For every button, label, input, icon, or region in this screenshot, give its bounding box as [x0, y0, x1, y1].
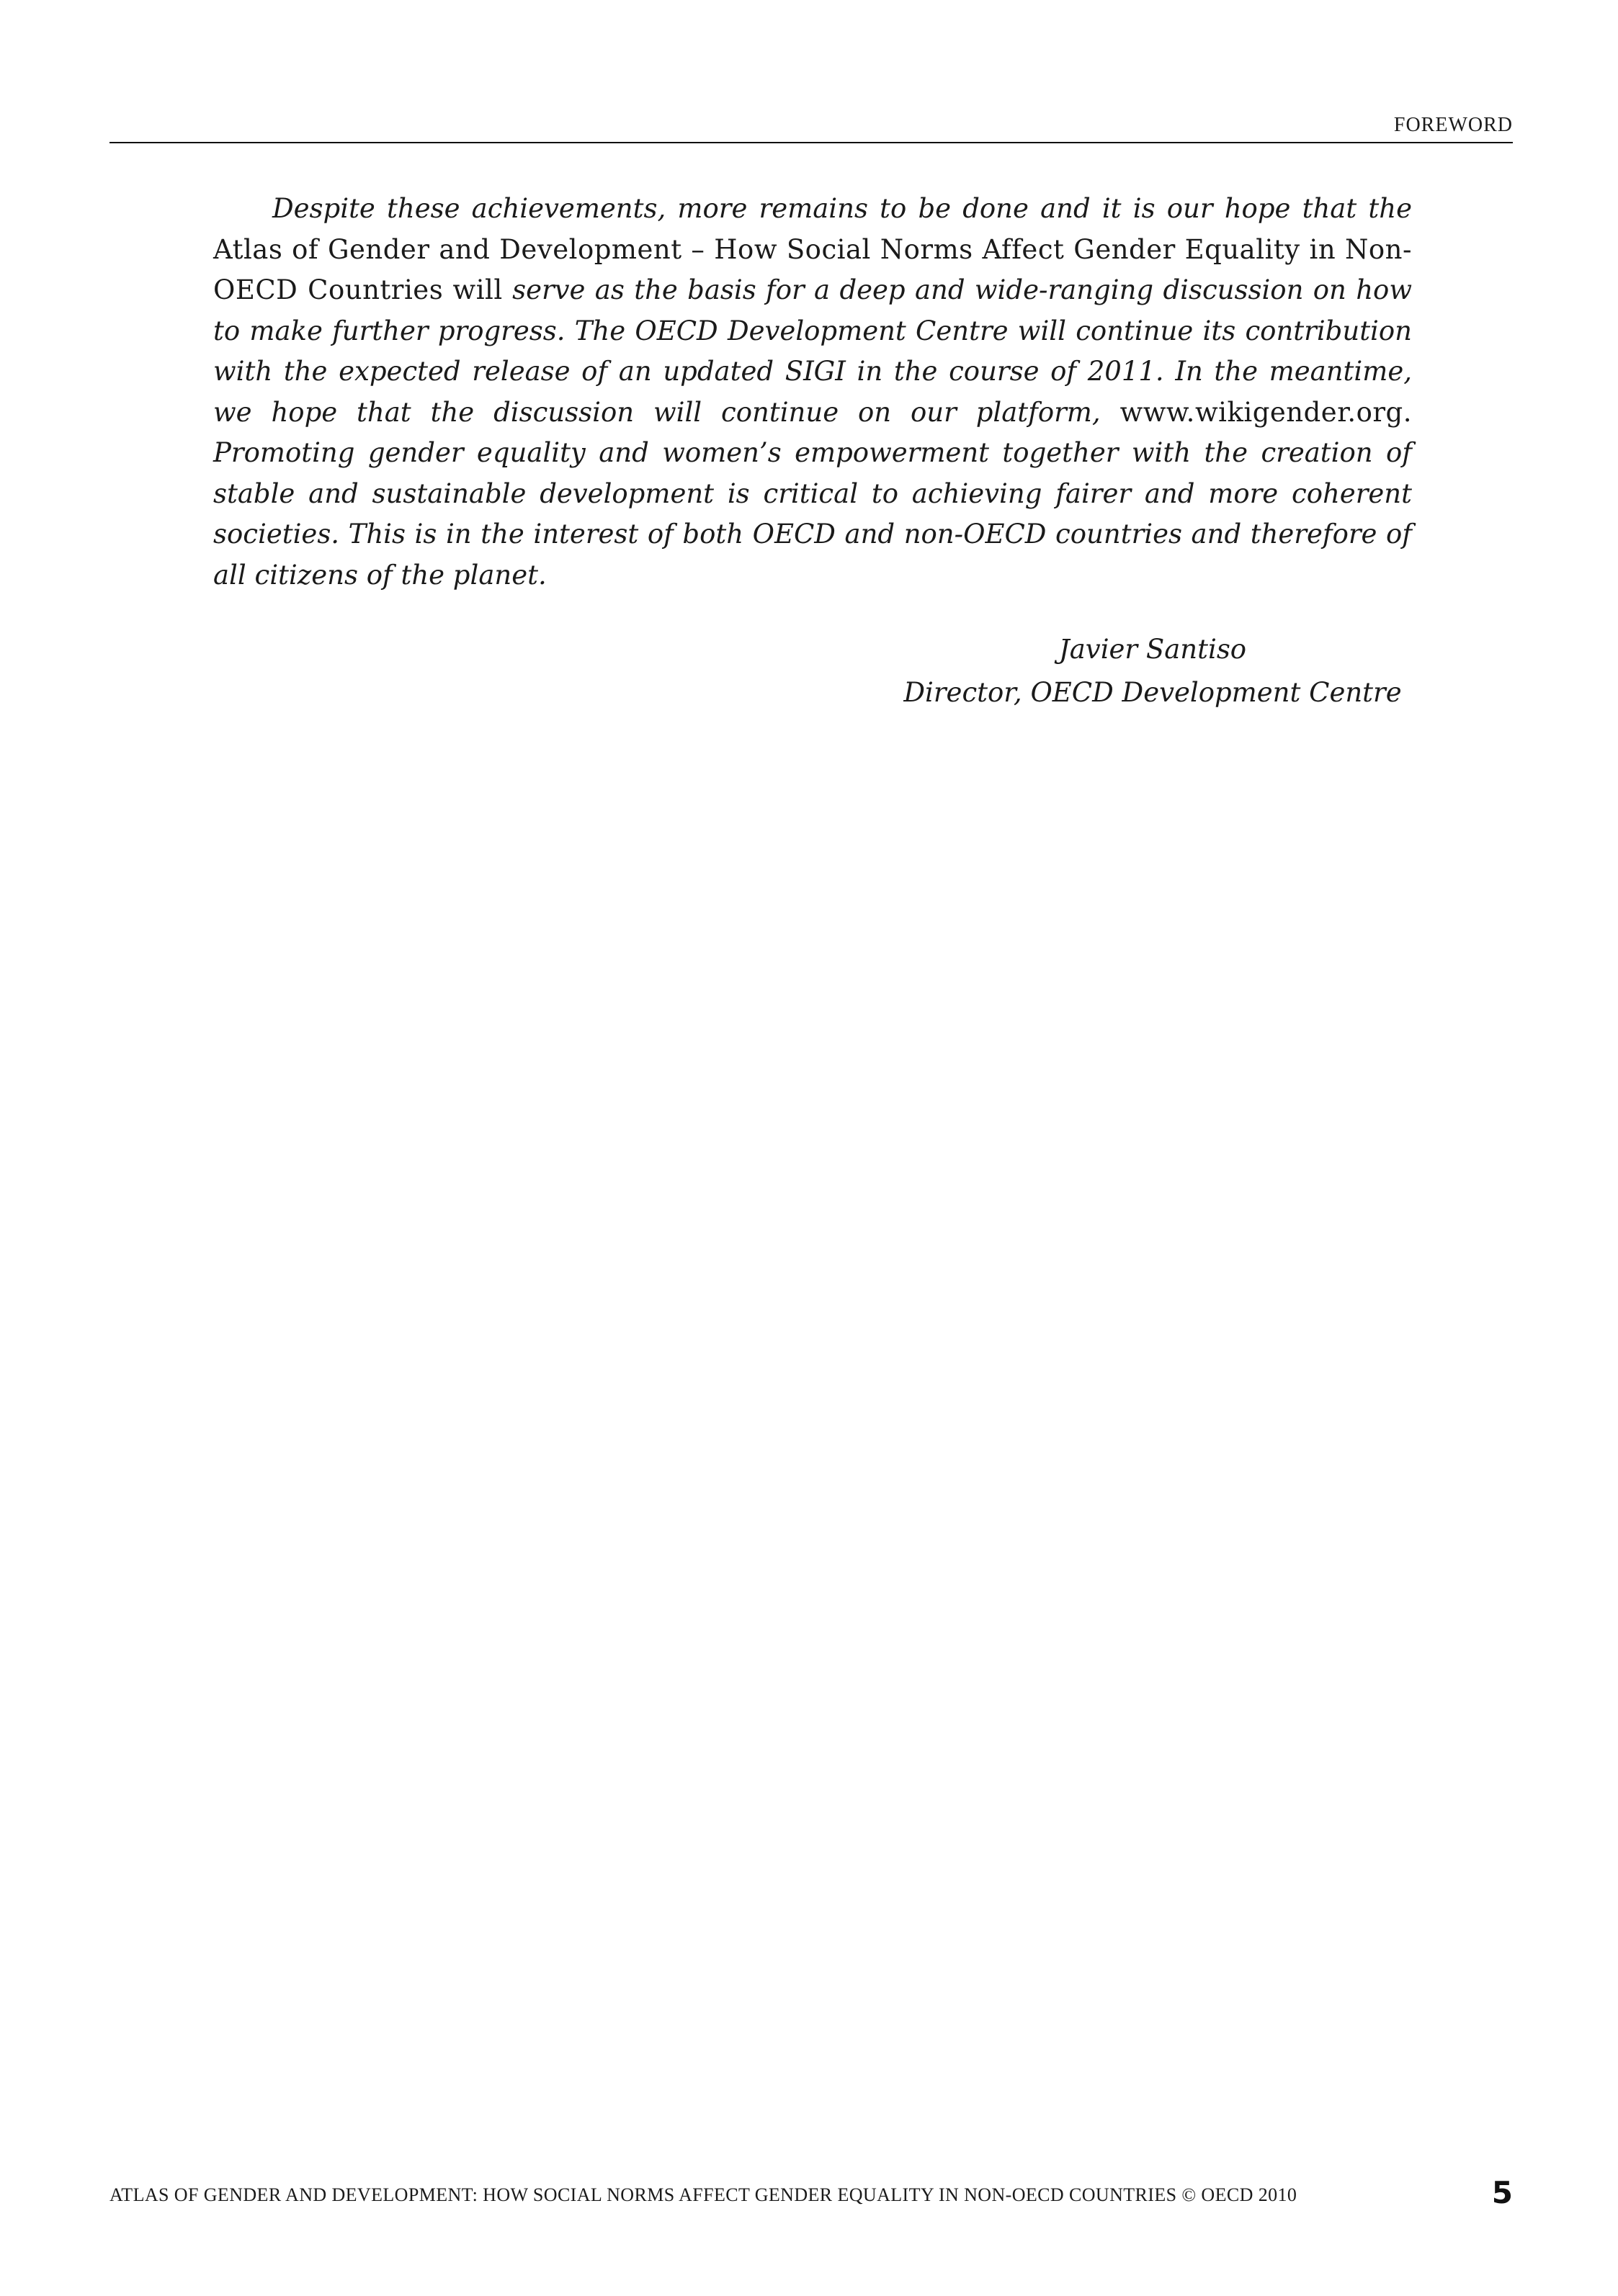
paragraph-text-will: will — [452, 274, 503, 305]
signatory-title: Director, OECD Development Centre — [903, 677, 1402, 708]
paragraph-text-intro: Despite these achievements, more remains to be done and it is our hope that the — [272, 193, 1412, 224]
running-head-section-title: FOREWORD — [1393, 114, 1513, 136]
signatory-name: Javier Santiso — [1058, 634, 1247, 665]
paragraph-text-closing: Promoting gender equality and women’s empowerment together with the creation of stable and sustainable development is critical to achieving fairer and more coherent societies. This is in the interest of both OECD and non-OECD countries and therefore of all citizens of the planet. — [213, 437, 1412, 591]
signature-block — [864, 628, 1441, 714]
atlas-title-reference: Atlas of Gender and Development – How Social Norms Affect Gender Equality in Non-OECD Countries — [213, 233, 1412, 305]
wikigender-link[interactable]: www.wikigender.org. — [1119, 396, 1412, 428]
footer-book-title: ATLAS OF GENDER AND DEVELOPMENT: HOW SOCIAL NORMS AFFECT GENDER EQUALITY IN NON-OECD COUNTRIES © OECD 2010 — [109, 2184, 1297, 2205]
foreword-paragraph — [213, 189, 1412, 596]
paragraph-text-middle: serve as the basis for a deep and wide-ranging discussion on how to make further progress. The OECD Development Centre will continue its contribution with the expected release of an updated SIGI in the course of 2011. In the meantime, we hope that the discussion will continue on our platform, — [213, 274, 1412, 428]
header-rule — [109, 142, 1513, 143]
page-number: 5 — [1491, 2175, 1513, 2210]
